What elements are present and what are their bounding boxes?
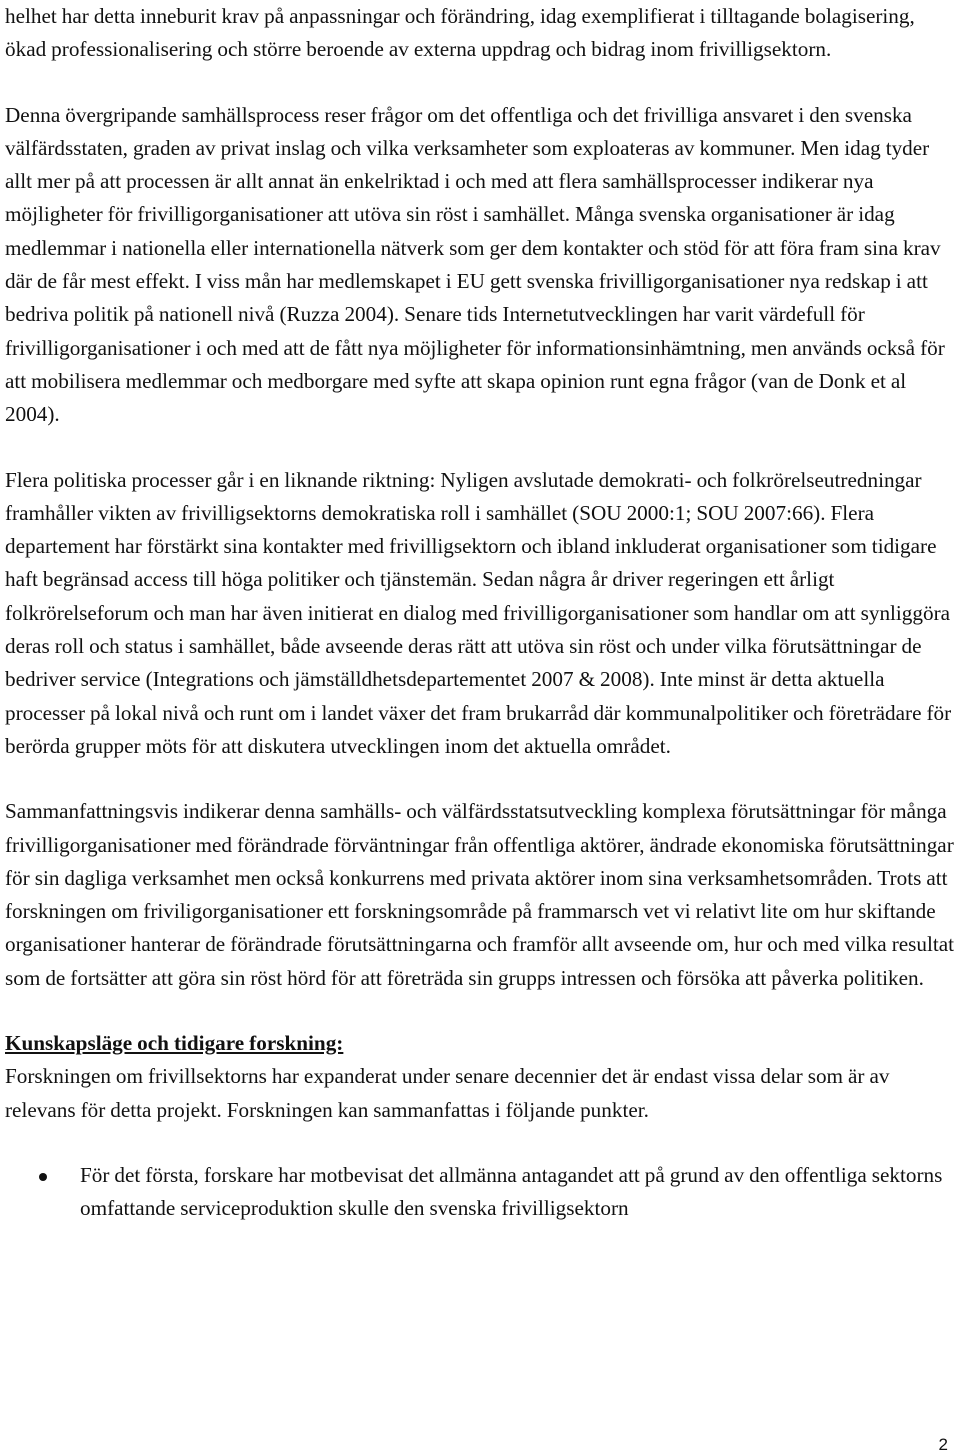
paragraph-samhallsprocess: Denna övergripande samhällsprocess reser frågor om det offentliga och det frivilliga ansvaret i den svenska välfärdsstaten, graden av privat inslag och vilka verksamheter som exploateras av kommuner. Men idag tyder allt mer på att processen är allt annat än enkelriktad i och med att flera samhällsprocesser indikerar nya möjligheter för frivilligorganisationer att utöva sin röst i samhället. Många svenska organisationer är idag medlemmar i nationella eller internationella nätverk som ger dem kontakter och stöd för att föra fram sina krav där de får mest effekt. I viss mån har medlemskapet i EU gett svenska frivilligorganisationer nya redskap i att bedriva politik på nationell nivå (Ruzza 2004). Senare tids Internetutvecklingen har varit värdefull för frivilligorganisationer i och med att de fått nya möjligheter för informationsinhämtning, men används också för att mobilisera medlemmar och medborgare med syfte att skapa opinion runt egna frågor (van de Donk et al 2004). (5, 102, 945, 427)
paragraph-politiska-processer: Flera politiska processer går i en liknande riktning: Nyligen avslutade demokrati- och folkrörelseutredningar framhåller vikten av frivilligsektorns demokratiska roll i samhället (SOU 2000:1; SOU 2007:66). Flera departement har förstärkt sina kontakter med frivilligsektorn och ibland inkluderat organisationer som tidigare haft begränsad access till höga politiker och tjänstemän. Sedan några år driver regeringen ett årligt folkrörelseforum och man har även initierat en dialog med frivilligorganisationer som handlar om att synliggöra deras roll och status i samhället, både avseende deras rätt att utöva sin röst och under vilka förutsättningar de bedriver service (Integrations och jämställdhetsdepartementet 2007 & 2008). Inte minst är detta aktuella processer på lokal nivå och runt om i landet växer det fram brukarråd där kommunalpolitiker och företrädare för berörda grupper möts för att diskutera utvecklingen inom det aktuella området. (5, 467, 952, 758)
bullet-text: För det första, forskare har motbevisat det allmänna antagandet att på grund av den offentliga sektorns omfattande serviceproduktion skulle den svenska frivilligsektorn (80, 1162, 943, 1221)
bullet-list (5, 1159, 955, 1226)
list-item (5, 1159, 955, 1226)
document-page (5, 0, 955, 1226)
section-paragraph: Forskningen om frivillsektorns har expanderat under senare decennier det är endast vissa delar som är av relevans för detta projekt. Forskningen kan sammanfattas i följande punkter. (5, 1064, 890, 1122)
paragraph-intro: helhet har detta inneburit krav på anpassningar och förändring, idag exemplifierat i tilltagande bolagisering, ökad professionalisering och större beroende av externa uppdrag och bidrag inom frivilligsektorn. (5, 4, 915, 62)
paragraph-sammanfattning: Sammanfattningsvis indikerar denna samhälls- och välfärdsstatsutveckling komplexa förutsättningar för många frivilligorganisationer med förändrade förväntningar från offentliga aktörer, ändrade ekonomiska förutsättningar för sin dagliga verksamhet men också konkurrens med privata aktörer inom sina verksamhetsområden. Trots att forskningen om friviligorganisationer ett forskningsområde på frammarsch vet vi relativt lite om hur skiftande organisationer hanterar de förändrade förutsättningarna och framför allt avseende om, hur och med vilka resultat som de fortsätter att göra sin röst hörd för att företräda sin grupps intressen och försöka att påverka politiken. (5, 799, 955, 990)
bullet-icon (39, 1173, 47, 1181)
section-heading: Kunskapsläge och tidigare forskning: (5, 1031, 344, 1056)
page-number: 2 (938, 1435, 948, 1454)
section-heading-block (5, 1027, 955, 1060)
